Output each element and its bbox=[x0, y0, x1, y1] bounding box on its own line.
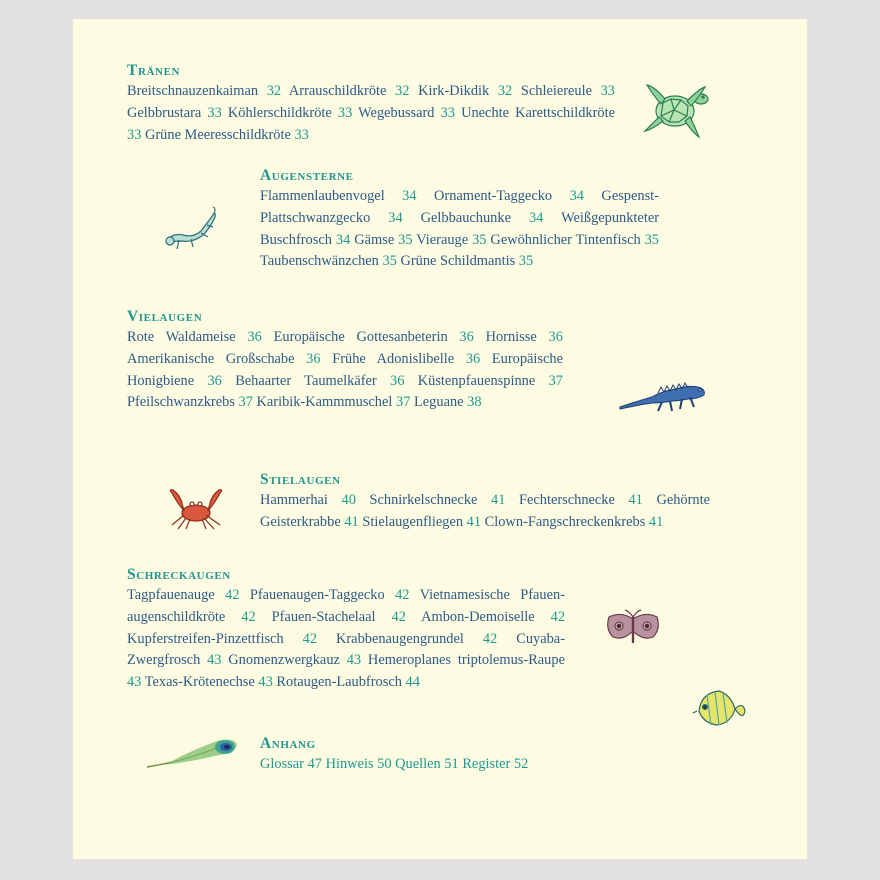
toc-entry bbox=[260, 188, 417, 204]
entry-name: Rote Waldameise bbox=[127, 329, 236, 345]
entry-page-number: 34 bbox=[388, 209, 403, 226]
section-vielaugen bbox=[127, 307, 563, 414]
entry-name: Flammenlaubenvogel bbox=[260, 188, 385, 204]
entry-name: Amerikanische Großschabe bbox=[127, 350, 295, 367]
section-heading: Schreckaugen bbox=[127, 566, 231, 583]
entry-page-number: 33 bbox=[337, 104, 353, 121]
entry-page-number: 40 bbox=[341, 492, 356, 508]
entry-page-number: 34 bbox=[569, 188, 584, 204]
toc-entry bbox=[418, 373, 563, 389]
entry-name: Gämse bbox=[354, 231, 395, 248]
entry-page-number: 42 bbox=[391, 608, 406, 625]
entry-name: Leguane bbox=[414, 394, 464, 411]
entry-page-number: 36 bbox=[247, 329, 262, 345]
entry-name: Hornisse bbox=[485, 329, 537, 345]
entry-name: Quellen bbox=[395, 756, 441, 772]
entry-name: Küstenpfauenspinne bbox=[417, 372, 536, 389]
entry-page-number: 35 bbox=[518, 253, 534, 270]
entry-page-number: 42 bbox=[302, 630, 318, 647]
toc-entry bbox=[228, 652, 361, 668]
entry-name: Krabbenaugengrundel bbox=[336, 630, 464, 647]
entry-name: Köhlerschildkröte bbox=[227, 104, 332, 121]
entry-list bbox=[127, 585, 565, 694]
entry-page-number: 42 bbox=[550, 608, 566, 625]
toc-entry bbox=[257, 394, 411, 410]
toc-entry bbox=[418, 83, 512, 99]
entry-name: Pfeilschwanzkrebs bbox=[127, 394, 235, 411]
entry-page-number: 34 bbox=[528, 209, 544, 226]
butterflyfish-icon bbox=[691, 681, 747, 737]
entry-name: Frühe Adonislibelle bbox=[332, 350, 455, 367]
toc-entry bbox=[127, 587, 239, 603]
entry-page-number: 36 bbox=[465, 350, 481, 367]
entry-name: Gehörnte Geisterkrabbe bbox=[260, 492, 710, 530]
entry-page-number: 41 bbox=[648, 513, 664, 530]
entry-name: Hammerhai bbox=[260, 492, 328, 508]
section-heading: Anhang bbox=[260, 735, 316, 752]
entry-list bbox=[260, 186, 659, 273]
moth-icon bbox=[603, 609, 663, 653]
entry-name: Register bbox=[462, 756, 511, 772]
entry-page-number: 37 bbox=[396, 394, 411, 411]
toc-entry bbox=[490, 232, 659, 248]
entry-name: Kirk-Dikdik bbox=[418, 83, 490, 99]
entry-name: Weißgepunkteter Buschfrosch bbox=[260, 209, 659, 248]
entry-name: Kupferstreifen-Pinzettfisch bbox=[127, 630, 284, 647]
entry-page-number: 42 bbox=[225, 587, 240, 603]
entry-page-number: 34 bbox=[335, 231, 351, 248]
entry-page-number: 33 bbox=[127, 126, 142, 143]
iguana-icon bbox=[618, 371, 708, 415]
entry-name: Pfauenaugen-Taggecko bbox=[249, 587, 385, 603]
toc-entry bbox=[421, 210, 544, 226]
toc-entry bbox=[362, 514, 481, 530]
entry-page-number: 43 bbox=[207, 652, 222, 669]
entry-name: Breitschnauzenkaiman bbox=[127, 83, 259, 99]
toc-entry bbox=[127, 631, 317, 647]
entry-page-number: 36 bbox=[306, 350, 321, 367]
toc-entry bbox=[519, 492, 643, 508]
toc-entry bbox=[354, 232, 412, 248]
toc-entry bbox=[326, 756, 392, 772]
entry-name: Europäische Gottesanbeterin bbox=[273, 329, 448, 345]
entry-page-number: 43 bbox=[258, 674, 273, 691]
entry-name: Karibik-Kammmuschel bbox=[256, 394, 393, 411]
toc-entry bbox=[416, 232, 486, 248]
entry-page-number: 43 bbox=[346, 652, 362, 669]
entry-name: Cuyaba-Zwergfrosch bbox=[127, 630, 565, 669]
entry-name: Unechte Karettschildkröte bbox=[461, 104, 615, 121]
entry-list bbox=[260, 490, 710, 534]
entry-page-number: 51 bbox=[444, 756, 459, 772]
entry-page-number: 35 bbox=[382, 253, 397, 270]
toc-entry bbox=[370, 492, 506, 508]
toc-entry bbox=[272, 609, 406, 625]
entry-page-number: 35 bbox=[398, 231, 413, 248]
toc-entry bbox=[336, 631, 497, 647]
entry-name: Ambon-Demoiselle bbox=[421, 608, 535, 625]
entry-name: Gelbbrustara bbox=[127, 104, 202, 121]
toc-entry bbox=[235, 373, 404, 389]
gecko-icon bbox=[161, 205, 219, 253]
entry-page-number: 43 bbox=[127, 674, 142, 691]
toc-entry bbox=[260, 492, 356, 508]
toc-entry bbox=[486, 329, 563, 345]
entry-page-number: 41 bbox=[344, 513, 359, 530]
entry-page-number: 37 bbox=[238, 394, 253, 411]
section-heading: Tränen bbox=[127, 62, 181, 79]
entry-page-number: 32 bbox=[497, 83, 513, 99]
entry-page-number: 33 bbox=[600, 83, 615, 99]
toc-entry bbox=[485, 514, 664, 530]
toc-entry bbox=[421, 609, 565, 625]
entry-name: Gewöhnlicher Tintenfisch bbox=[490, 231, 641, 248]
section-augensterne bbox=[260, 166, 659, 273]
toc-entry bbox=[274, 329, 474, 345]
entry-list bbox=[127, 327, 563, 414]
entry-page-number: 32 bbox=[395, 83, 410, 99]
toc-entry bbox=[127, 351, 321, 367]
entry-page-number: 37 bbox=[548, 372, 563, 389]
entry-page-number: 52 bbox=[513, 756, 529, 772]
entry-name: Vierauge bbox=[416, 231, 469, 248]
book-page bbox=[73, 19, 807, 859]
entry-page-number: 34 bbox=[402, 188, 417, 204]
entry-name: Fechterschnecke bbox=[518, 492, 615, 508]
entry-page-number: 41 bbox=[466, 513, 482, 530]
entry-name: Grüne Meeresschildkröte bbox=[145, 126, 291, 143]
entry-name: Hinweis bbox=[325, 756, 374, 772]
toc-entry bbox=[260, 756, 322, 772]
entry-name: Europäische Honigbiene bbox=[127, 350, 563, 389]
entry-name: Vietnamesische Pfauenaugenschildkröte bbox=[127, 587, 565, 625]
entry-name: Grüne Schildmantis bbox=[400, 253, 516, 270]
toc-entry bbox=[276, 674, 419, 690]
entry-page-number: 50 bbox=[377, 756, 392, 772]
entry-list bbox=[260, 754, 590, 776]
entry-page-number: 44 bbox=[405, 674, 420, 691]
toc-entry bbox=[395, 756, 459, 772]
entry-name: Rotaugen-Laubfrosch bbox=[276, 674, 402, 691]
entry-page-number: 41 bbox=[491, 492, 506, 508]
sea-turtle-icon bbox=[641, 79, 713, 143]
toc-entry bbox=[521, 83, 615, 99]
entry-name: Hemeroplanes triptolemus-Raupe bbox=[367, 652, 565, 669]
toc-entry bbox=[228, 105, 352, 121]
entry-page-number: 35 bbox=[472, 231, 487, 248]
toc-entry bbox=[260, 253, 397, 269]
entry-page-number: 36 bbox=[548, 329, 563, 345]
toc-entry bbox=[434, 188, 584, 204]
toc-entry bbox=[332, 351, 480, 367]
entry-name: Taubenschwänzchen bbox=[260, 253, 379, 270]
entry-page-number: 42 bbox=[395, 587, 410, 603]
entry-page-number: 42 bbox=[482, 630, 498, 647]
peacock-feather-icon bbox=[145, 731, 241, 771]
toc-entry bbox=[127, 394, 253, 410]
entry-page-number: 36 bbox=[459, 329, 474, 345]
section-anhang bbox=[260, 734, 590, 776]
section-heading: Augensterne bbox=[260, 167, 354, 184]
entry-name: Schnirkelschnecke bbox=[369, 492, 478, 508]
entry-name: Pfauen-Stachelaal bbox=[271, 608, 376, 625]
toc-entry bbox=[127, 329, 262, 345]
entry-name: Texas-Krötenechse bbox=[144, 674, 255, 691]
entry-name: Arrauschildkröte bbox=[288, 83, 387, 99]
entry-name: Schleiereule bbox=[520, 83, 592, 99]
entry-page-number: 33 bbox=[294, 126, 309, 143]
section-traenen bbox=[127, 61, 615, 146]
entry-page-number: 42 bbox=[241, 608, 256, 625]
entry-name: Stielaugenfliegen bbox=[362, 513, 464, 530]
entry-page-number: 41 bbox=[628, 492, 643, 508]
entry-name: Tagpfauenauge bbox=[127, 587, 215, 603]
section-stielaugen bbox=[260, 470, 710, 534]
entry-page-number: 36 bbox=[207, 372, 222, 389]
section-heading: Vielaugen bbox=[127, 308, 203, 325]
crab-icon bbox=[164, 487, 228, 531]
entry-name: Clown-Fangschreckenkrebs bbox=[484, 513, 646, 530]
entry-name: Ornament-Taggecko bbox=[434, 188, 553, 204]
entry-page-number: 33 bbox=[207, 104, 222, 121]
section-schreckaugen bbox=[127, 565, 565, 694]
entry-page-number: 35 bbox=[644, 231, 659, 248]
toc-entry bbox=[462, 756, 528, 772]
entry-name: Gelbbauchunke bbox=[420, 209, 511, 226]
toc-entry bbox=[145, 674, 273, 690]
entry-page-number: 36 bbox=[390, 372, 405, 389]
entry-list bbox=[127, 81, 615, 146]
entry-name: Glossar bbox=[260, 756, 304, 772]
entry-name: Gespenst-Plattschwanzgecko bbox=[260, 188, 659, 226]
entry-page-number: 33 bbox=[440, 104, 455, 121]
toc-entry bbox=[400, 253, 533, 269]
entry-name: Gnomenzwergkauz bbox=[228, 652, 340, 669]
entry-page-number: 38 bbox=[467, 394, 482, 411]
toc-entry bbox=[145, 127, 309, 143]
entry-page-number: 32 bbox=[266, 83, 282, 99]
toc-entry bbox=[289, 83, 410, 99]
entry-name: Wegebussard bbox=[358, 104, 435, 121]
entry-page-number: 47 bbox=[307, 756, 322, 772]
toc-entry bbox=[127, 105, 222, 121]
toc-entry bbox=[250, 587, 410, 603]
toc-entry bbox=[414, 394, 482, 410]
toc-entry bbox=[127, 83, 281, 99]
section-heading: Stielaugen bbox=[260, 471, 341, 488]
toc-entry bbox=[358, 105, 455, 121]
entry-name: Behaarter Taumelkäfer bbox=[235, 372, 377, 389]
